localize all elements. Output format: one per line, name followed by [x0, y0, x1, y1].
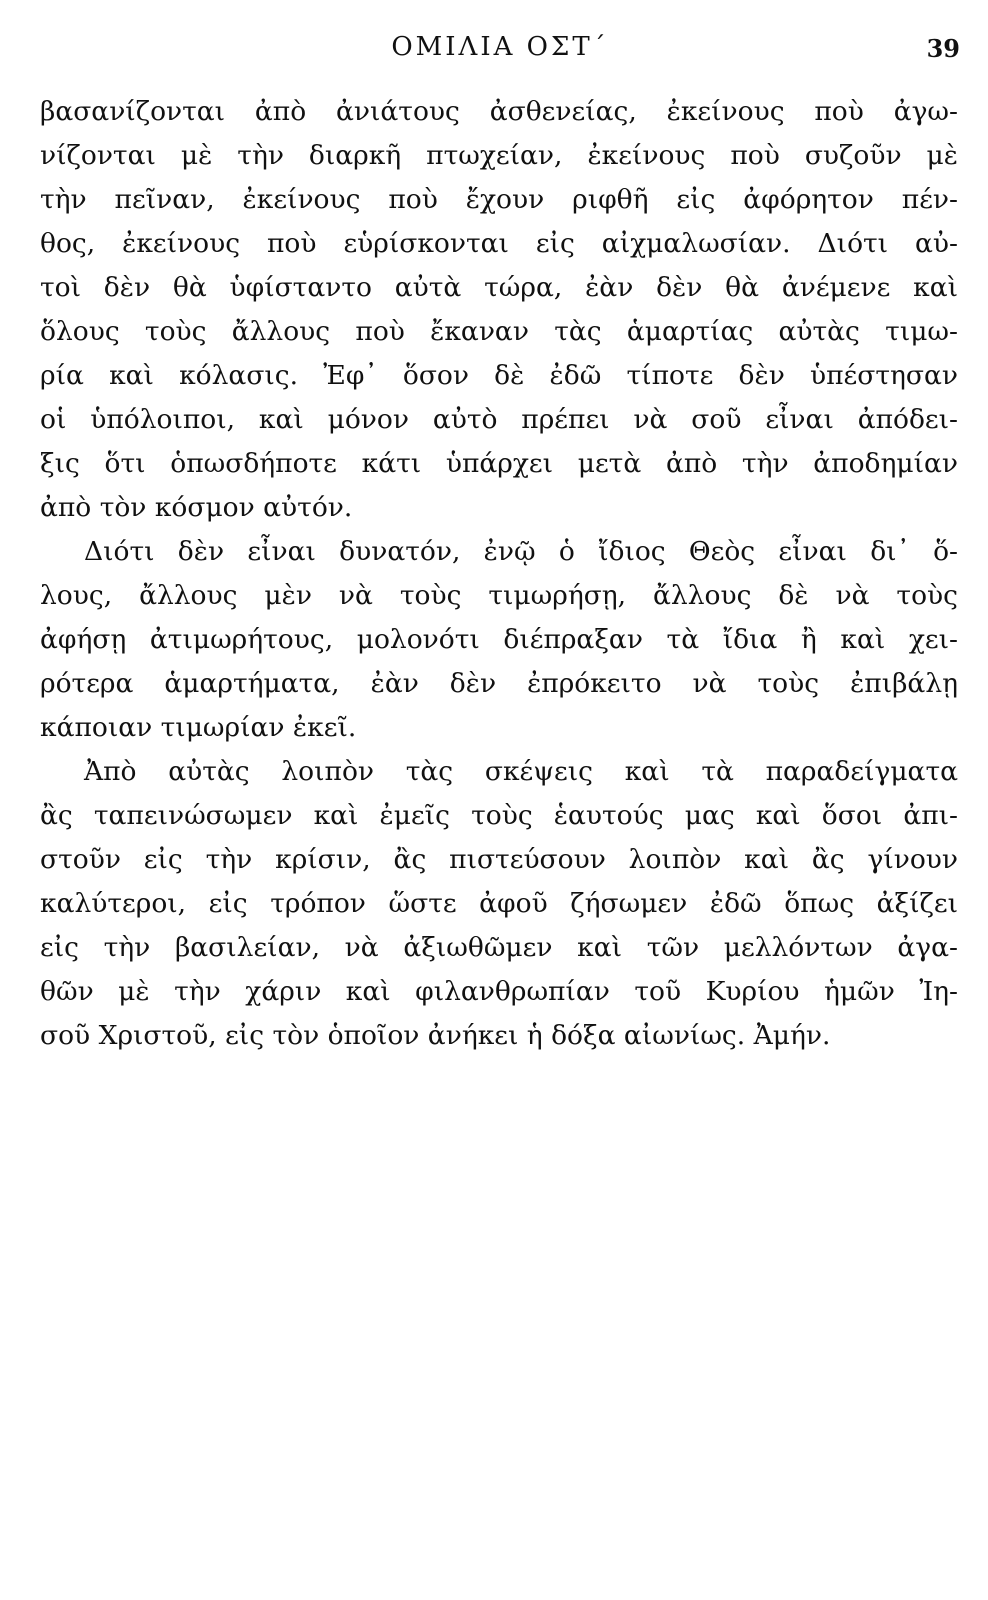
text-line: λους, ἄλλους μὲν νὰ τοὺς τιμωρήσῃ, ἄλλους δὲ νὰ τοὺς	[40, 580, 958, 611]
text-line: τὴν πεῖναν, ἐκείνους ποὺ ἔχουν ριφθῆ εἰς ἀφόρητον πέν-	[40, 184, 958, 215]
text-line: κάποιαν τιμωρίαν ἐκεῖ.	[40, 712, 357, 743]
text-line: ἀπὸ τὸν κόσμον αὐτόν.	[40, 492, 353, 523]
body-text	[40, 90, 958, 1058]
running-title: ΟΜΙΛΙΑ ΟΣΤ΄	[391, 32, 609, 62]
text-line: τοὶ δὲν θὰ ὑφίσταντο αὐτὰ τώρα, ἐὰν δὲν θὰ ἀνέμενε καὶ	[40, 272, 958, 303]
paragraph-2	[40, 530, 958, 750]
paragraph-1	[40, 90, 958, 530]
text-line: στοῦν εἰς τὴν κρίσιν, ἂς πιστεύσουν λοιπὸν καὶ ἂς γίνουν	[40, 844, 958, 875]
text-line: οἱ ὑπόλοιποι, καὶ μόνον αὐτὸ πρέπει νὰ σοῦ εἶναι ἀπόδει-	[40, 404, 958, 435]
text-line: ἂς ταπεινώσωμεν καὶ ἐμεῖς τοὺς ἑαυτούς μας καὶ ὅσοι ἀπι-	[40, 800, 958, 831]
text-line: βασανίζονται ἀπὸ ἀνιάτους ἀσθενείας, ἐκείνους ποὺ ἀγω-	[40, 96, 958, 127]
text-line: εἰς τὴν βασιλείαν, νὰ ἀξιωθῶμεν καὶ τῶν μελλόντων ἀγα-	[40, 932, 958, 963]
text-line: καλύτεροι, εἰς τρόπον ὥστε ἀφοῦ ζήσωμεν ἐδῶ ὅπως ἀξίζει	[40, 888, 958, 919]
page-number: 39	[926, 34, 960, 63]
text-line: ἀφήσῃ ἀτιμωρήτους, μολονότι διέπραξαν τὰ ἴδια ἢ καὶ χει-	[40, 624, 958, 655]
text-line: θος, ἐκείνους ποὺ εὑρίσκονται εἰς αἰχμαλωσίαν. Διότι αὐ-	[40, 228, 958, 259]
text-line: Ἀπὸ αὐτὰς λοιπὸν τὰς σκέψεις καὶ τὰ παραδείγματα	[84, 756, 958, 787]
paragraph-3	[40, 750, 958, 1058]
text-line: ξις ὅτι ὁπωσδήποτε κάτι ὑπάρχει μετὰ ἀπὸ τὴν ἀποδημίαν	[40, 448, 958, 479]
running-head	[40, 28, 960, 68]
text-line: ρότερα ἁμαρτήματα, ἐὰν δὲν ἐπρόκειτο νὰ τοὺς ἐπιβάλῃ	[40, 668, 958, 699]
text-line: ρία καὶ κόλασις. Ἐφ᾽ ὅσον δὲ ἐδῶ τίποτε δὲν ὑπέστησαν	[40, 360, 958, 391]
text-line: νίζονται μὲ τὴν διαρκῆ πτωχείαν, ἐκείνους ποὺ συζοῦν μὲ	[40, 140, 958, 171]
text-line: ὅλους τοὺς ἄλλους ποὺ ἔκαναν τὰς ἁμαρτίας αὐτὰς τιμω-	[40, 316, 958, 347]
text-line: σοῦ Χριστοῦ, εἰς τὸν ὁποῖον ἀνήκει ἡ δόξα αἰωνίως. Ἀμήν.	[40, 1020, 831, 1051]
text-line: Διότι δὲν εἶναι δυνατόν, ἐνῷ ὁ ἴδιος Θεὸς εἶναι δι᾽ ὅ-	[84, 536, 958, 567]
text-line: θῶν μὲ τὴν χάριν καὶ φιλανθρωπίαν τοῦ Κυρίου ἡμῶν Ἰη-	[40, 976, 958, 1007]
